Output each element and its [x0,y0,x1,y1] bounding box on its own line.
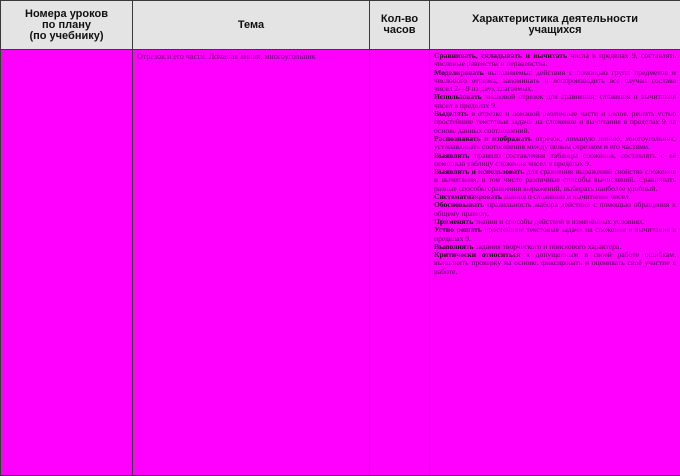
table-row [1,50,680,476]
characteristic-text: отрезок, ломаную линию, многоугольник, устанавливать соотношения между целым отрезком и его частями. [434,133,676,152]
characteristic-item [434,110,676,135]
characteristic-text: правило составления таблицы сложения, составлять с её помощью таблицу сложения чисел в пределах 9. [434,150,676,168]
header-characteristics [430,1,680,50]
characteristic-lead: Систематизировать [434,192,502,202]
characteristic-text: знания о сложении и вычитании чисел. [501,192,631,202]
characteristics-list [430,50,680,276]
characteristic-lead: Обосновывать [434,200,485,210]
header-hours [370,1,430,50]
characteristic-text: выполняемые действия с помощью групп предметов и числового отрезка, запоминать и воспроизводить все случаи состава чисел 2—9 из двух слагаемых. [434,67,676,94]
characteristic-item [434,152,676,169]
characteristic-lead: Выделять [434,109,469,119]
characteristic-lead: Выявлять [434,150,470,160]
characteristic-text: числовой отрезок для сравнения, сложения и вычитания чисел в пределах 9. [434,92,676,110]
cell-hours [370,50,430,476]
topic-text: Отрезок и его части. Ломаная линия, многоугольник [137,52,316,61]
characteristic-text: для сравнения выражений свойства сложения и вычитания, в том числе различные способы вычислений. Сравнивать разные способы сравнения выражений, выбирать наиболее удобный. [434,167,676,193]
characteristic-item [434,135,676,152]
characteristic-lead: Выявлять и использовать [434,167,525,177]
characteristic-lead: Применять [434,216,474,226]
characteristic-item [434,251,676,276]
characteristic-lead: Моделировать [434,67,484,77]
characteristic-lead: Критически относиться [434,250,521,260]
table-header-row [1,1,680,50]
characteristic-text: простейшие текстовые задачи на сложение и вычитание в пределах 9. [434,225,676,243]
header-lesson-numbers [1,1,133,50]
characteristic-lead: Устно решать [434,225,482,235]
header-lesson-numbers-text: Номера уроков по плану (по учебнику) [25,7,108,42]
header-topic-text: Тема [237,18,265,31]
header-characteristics-text: Характеристика деятельности учащихся [472,13,638,36]
characteristic-lead: Выполнять [434,241,474,251]
header-hours-text: Кол-во часов [380,13,419,36]
cell-topic [133,50,370,476]
characteristic-item [434,201,676,218]
characteristic-text: знания и способы действий в изменённых условиях. [473,216,645,226]
characteristic-text: к допущенным в своей работе ошибкам, выполнять проверку на основе, фиксировать и оценивать своё участие в работе. [434,250,677,276]
characteristic-text: задания творческого и поискового характера. [473,241,622,251]
characteristic-item [434,226,676,243]
characteristic-item [434,69,676,94]
characteristic-text: числа в пределах 9, составлять числовые равенства и неравенства. [434,51,676,69]
characteristic-item [434,168,676,193]
header-topic [133,1,370,50]
characteristic-item [434,52,676,69]
characteristic-lead: Сравнивать, складывать и вычитать [434,51,568,60]
cell-lesson-numbers [1,50,133,476]
characteristic-lead: Использовать [434,92,482,102]
cell-characteristics [430,50,680,476]
characteristic-text: правильность выбора действий с помощью обращения к общему правилу. [434,200,676,218]
characteristic-item [434,93,676,110]
characteristic-text: в отрезке и ломаной различные части и целое, решать устно простейшие текстовые задачи на сложение и вычитание в пределах 9 на основе данных соотношений. [434,109,676,135]
characteristic-lead: Распознавать и изображать [434,133,532,143]
